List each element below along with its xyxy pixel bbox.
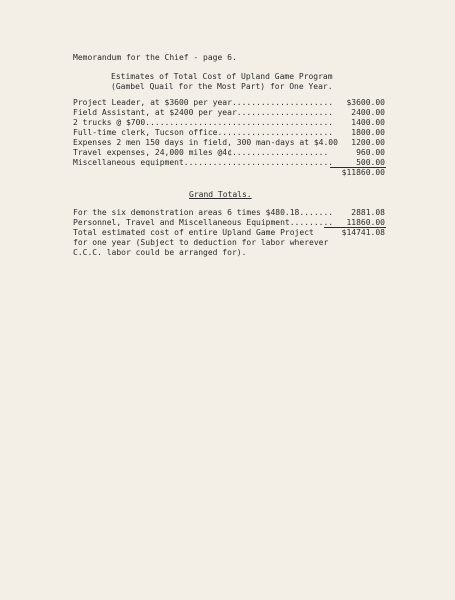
note-line: for one year (Subject to deduction for labor wherever (73, 238, 329, 247)
estimate-amount: $3600.00 (346, 98, 385, 107)
grand-total-label: Total estimated cost of entire Upland Game Project (73, 228, 314, 237)
estimate-amount: 1400.00 (351, 118, 385, 127)
estimate-label: Full-time clerk, Tucson office........................ (73, 128, 334, 137)
estimate-total-row (73, 168, 385, 178)
grand-total-label: For the six demonstration areas 6 times $480.18....... (73, 208, 334, 217)
grand-total-amount: $14741.08 (341, 228, 385, 237)
grand-total-label: Personnel, Travel and Miscellaneous Equipment......... (73, 218, 334, 227)
estimate-row (73, 98, 385, 108)
estimate-amount: 1800.00 (351, 128, 385, 137)
estimate-amount: 500.00 (356, 158, 385, 167)
memo-header: Memorandum for the Chief - page 6. (73, 53, 237, 62)
grand-totals-heading: Grand Totals. (189, 190, 252, 199)
estimate-label: Expenses 2 men 150 days in field, 300 man-days at $4.00 (73, 138, 338, 147)
grand-total-row (73, 208, 385, 218)
estimate-total: $11860.00 (341, 168, 385, 177)
estimate-row (73, 108, 385, 118)
estimate-label: Travel expenses, 24,000 miles @4¢.................... (73, 148, 329, 157)
estimate-amount: 1200.00 (351, 138, 385, 147)
note-line: C.C.C. labor could be arranged for). (73, 248, 247, 257)
estimate-title-line2: (Gambel Quail for the Most Part) for One Year. (111, 82, 333, 91)
estimate-row (73, 138, 385, 148)
estimate-row (73, 128, 385, 138)
estimate-label: Project Leader, at $3600 per year..................... (73, 98, 334, 107)
estimate-amount: 960.00 (356, 148, 385, 157)
estimate-row (73, 118, 385, 128)
grand-total-row (73, 228, 385, 238)
grand-total-amount: 2881.08 (351, 208, 385, 217)
grand-total-amount: 11860.00 (346, 218, 385, 227)
estimate-amount: 2400.00 (351, 108, 385, 117)
estimate-row (73, 148, 385, 158)
estimate-title-line1: Estimates of Total Cost of Upland Game Program (111, 72, 333, 81)
estimate-label: Field Assistant, at $2400 per year.................... (73, 108, 334, 117)
estimate-label: 2 trucks @ $700....................................... (73, 118, 334, 127)
estimate-label: Miscellaneous equipment............................... (73, 158, 334, 167)
